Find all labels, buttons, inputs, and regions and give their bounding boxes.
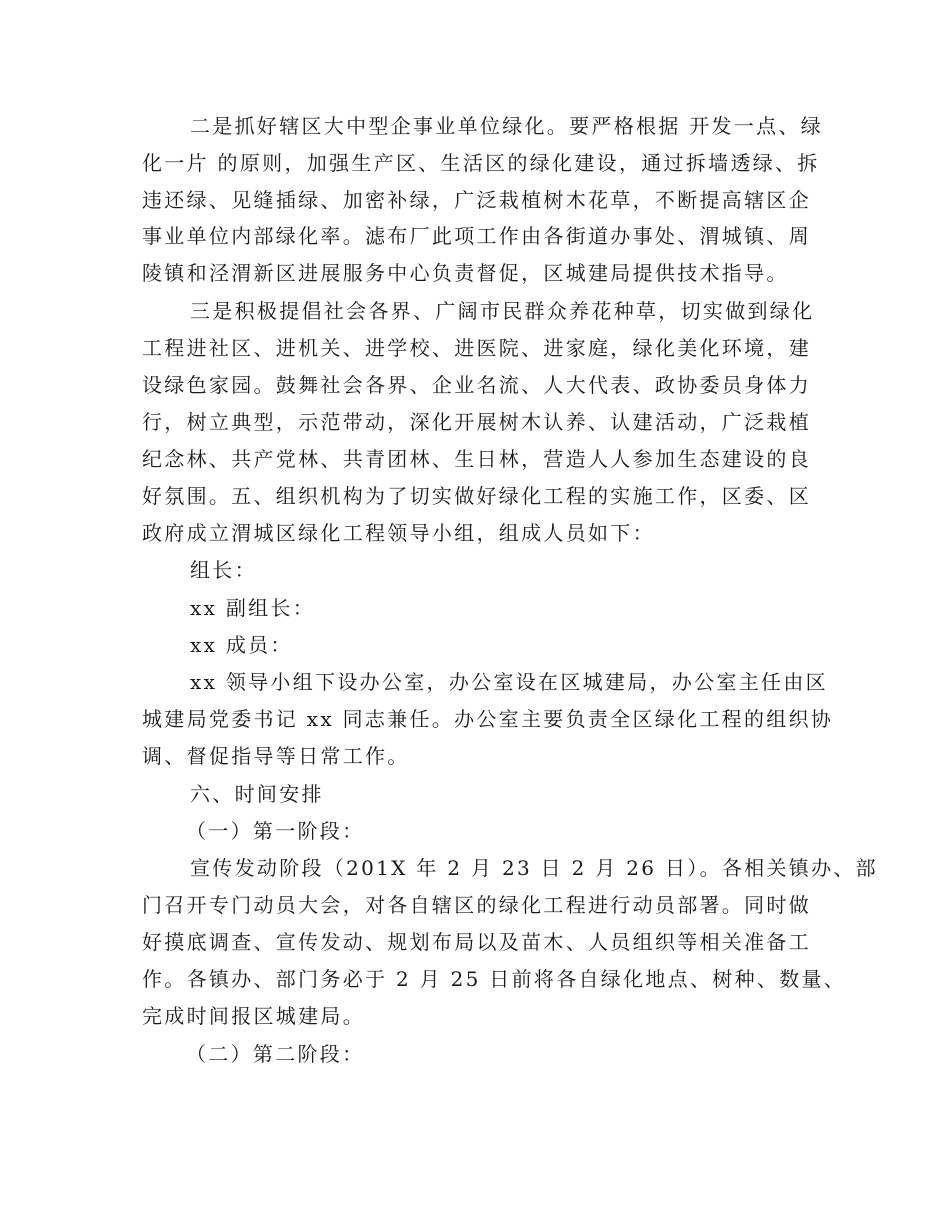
text-line: 政府成立渭城区绿化工程领导小组，组成人员如下：: [142, 521, 655, 545]
text-line: 好氛围。五、组织机构为了切实做好绿化工程的实施工作，区委、区: [142, 484, 811, 508]
text-line: 门召开专门动员大会，对各自辖区的绿化工程进行动员部署。同时做: [142, 893, 811, 917]
text-line: 化一片 的原则，加强生产区、生活区的绿化建设，通过拆墙透绿、拆: [142, 151, 820, 175]
text-line: xx 领导小组下设办公室，办公室设在区城建局，办公室主任由区: [190, 670, 828, 694]
text-line: xx 成员：: [190, 633, 293, 657]
text-line: 三是积极提倡社会各界、广阔市民群众养花种草，切实做到绿化: [190, 299, 815, 323]
text-line: 事业单位内部绿化率。滤布厂此项工作由各街道办事处、渭城镇、周: [142, 224, 811, 248]
text-line: 好摸底调查、宣传发动、规划布局以及苗木、人员组织等相关准备工: [142, 930, 811, 954]
text-line: 组长：: [190, 558, 257, 582]
text-line: 工程进社区、进机关、进学校、进医院、进家庭，绿化美化环境，建: [142, 336, 811, 360]
section-heading: 六、时间安排: [190, 782, 324, 806]
text-line: 宣传发动阶段（201X 年 2 月 23 日 2 月 26 日）。各相关镇办、部: [190, 856, 878, 880]
text-line: 纪念林、共产党林、共青团林、生日林，营造人人参加生态建设的良: [142, 447, 811, 471]
text-line: 作。各镇办、部门务必于 2 月 25 日前将各自绿化地点、树种、数量、: [142, 967, 847, 991]
text-line: 完成时间报区城建局。: [142, 1004, 365, 1028]
text-line: 二是抓好辖区大中型企事业单位绿化。要严格根据 开发一点、绿: [190, 114, 824, 138]
text-line: 陵镇和泾渭新区进展服务中心负责督促，区城建局提供技术指导。: [142, 261, 789, 285]
sub-heading: （二）第二阶段：: [186, 1042, 365, 1066]
text-line: xx 副组长：: [190, 596, 316, 620]
text-line: 违还绿、见缝插绿、加密补绿，广泛栽植树木花草，不断提高辖区企: [142, 188, 811, 212]
text-line: 调、督促指导等日常工作。: [142, 744, 410, 768]
sub-heading: （一）第一阶段：: [186, 819, 365, 843]
text-line: 城建局党委书记 xx 同志兼任。办公室主要负责全区绿化工程的组织协: [142, 707, 834, 731]
text-line: 设绿色家园。鼓舞社会各界、企业名流、人大代表、政协委员身体力: [142, 373, 811, 397]
text-line: 行，树立典型，示范带动，深化开展树木认养、认建活动，广泛栽植: [142, 410, 811, 434]
